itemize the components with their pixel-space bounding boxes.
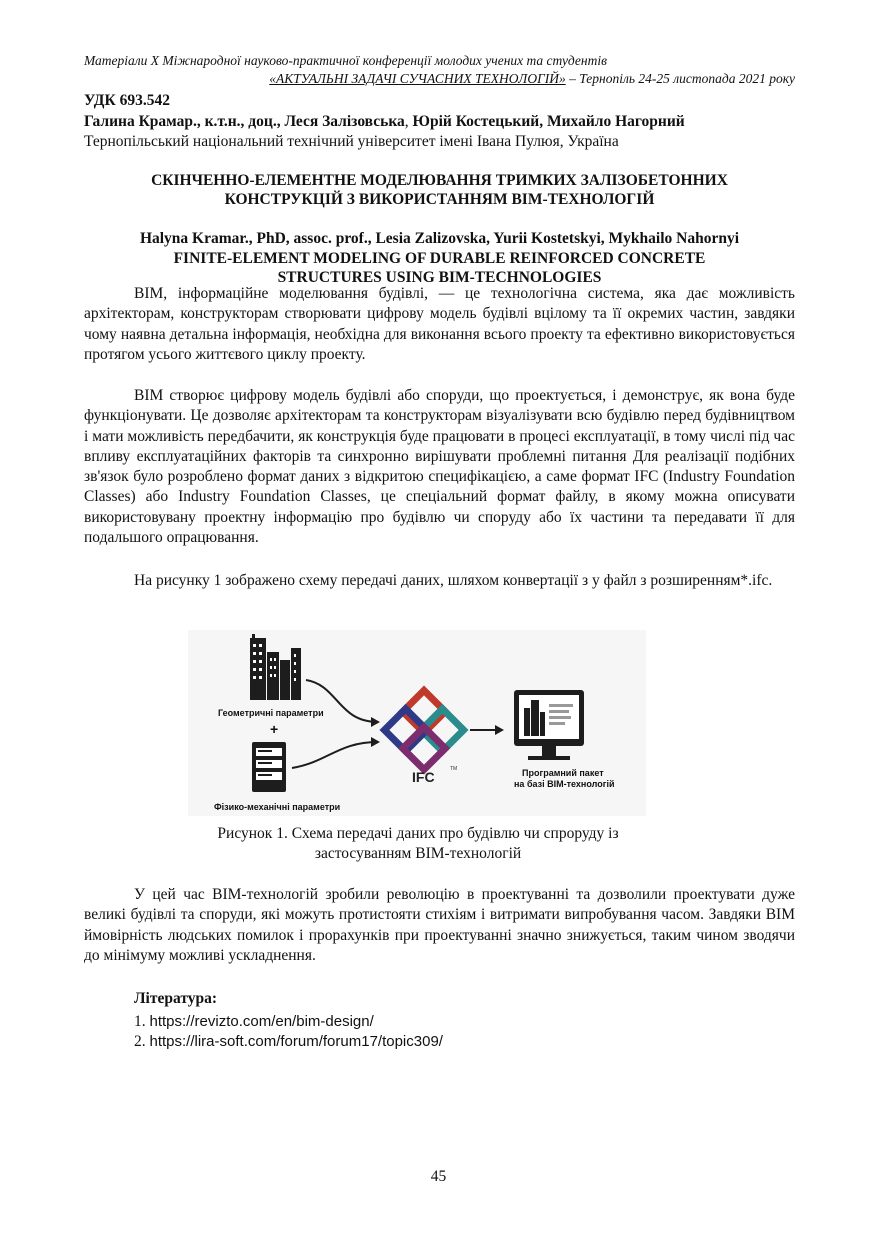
udk-code: УДК 693.542 <box>84 92 170 109</box>
literature-number: 1. <box>134 1013 150 1030</box>
tm-mark: TM <box>450 766 458 772</box>
caption-line2: застосуванням BIM-технологій <box>314 845 522 862</box>
author-sep: , <box>404 113 413 130</box>
plus-sign: + <box>270 721 279 737</box>
conference-date: – Тернопіль 24-25 листопада 2021 року <box>565 71 795 86</box>
author-2: Юрій Костецький <box>412 113 540 130</box>
literature-heading: Література: <box>134 990 218 1007</box>
literature-item <box>134 1013 374 1031</box>
caption-line1: Рисунок 1. Схема передачі даних про будівлю чи спроруду із <box>217 825 619 842</box>
authors-en: Halyna Kramar., PhD, assoc. prof., Lesia Zalizovska, Yurii Kostetskyi, Mykhailo Nahornyi <box>139 230 740 247</box>
body-paragraph-1: BIM, інформаційне моделювання будівлі, — це технологічна система, яка дає можливість архітекторам, конструкторам створювати цифрову модель будівлі вцілому та її окремих частин, завдяки чому наявна детальна інформація, необхідна для виконання всього проекту та ефективно використовується протягом усього життєвого циклу проекту. <box>84 285 795 363</box>
body-paragraph-4: У цей час BIM-технологій зробили революцію в проектуванні та дозволили проектувати дуже великі будівлі та споруди, які можуть протистояти стихіям і витримати випробування часом. Завдяки BIM ймовірність людських помилок і прорахунків при проектуванні значно знижується, таким чином зводячи до мінімуму можливі ускладнення. <box>84 886 795 964</box>
figure-ifc-data-transfer <box>188 630 646 816</box>
label-geometric: Геометричні параметри <box>218 708 324 718</box>
body-paragraph-2: BIM створює цифрову модель будівлі або споруди, що проектується, і демонструє, як вона буде функціонувати. Це дозволяє архітекторам та конструкторам візуалізувати всю будівлю перед будівництвом і мати можливість передбачити, як конструкція буде працювати в процесі експлуатації, в тому числі під час впливу експлуатаційних факторів та синхронно вирішувати проблемні питання Для реалізації подібних зв'язок було розроблено формат даних з відкритою специфікацією, а саме формат IFC (Industry Foundation Classes) або Industry Foundation Classes, це спеціальний формат файлу, в якому можна описувати використовувану проектну інформацію про будівлю чи споруду або їх частини та передавати її для подальшого опрацювання. <box>84 387 795 547</box>
monitor-icon <box>514 690 584 760</box>
paper-title-ua <box>84 171 795 209</box>
label-physical: Фізико-механічні параметри <box>214 802 341 812</box>
title-ua-line1: СКІНЧЕННО-ЕЛЕМЕНТНЕ МОДЕЛЮВАННЯ ТРИМКИХ ЗАЛІЗОБЕТОННИХ <box>151 172 728 189</box>
literature-link[interactable]: https://revizto.com/en/bim-design/ <box>149 1013 374 1030</box>
building-icon <box>250 634 301 700</box>
title-en-line2: STRUCTURES USING BIM-TECHNOLOGIES <box>277 269 602 286</box>
label-software-2: на базі BIM-технологій <box>514 779 615 789</box>
paper-title-en <box>84 249 795 287</box>
author-sep: , <box>539 113 547 130</box>
author-3: Михайло Нагорний <box>546 113 685 130</box>
conference-header-line1: Матеріали X Міжнародної науково-практичної конференції молодих учених та студентів <box>84 53 607 68</box>
ifc-label: IFC <box>412 769 435 785</box>
conference-name: «АКТУАЛЬНІ ЗАДАЧІ СУЧАСНИХ ТЕХНОЛОГІЙ» <box>269 71 566 86</box>
label-software-1: Програмний пакет <box>522 768 604 778</box>
affiliation: Тернопільський національний технічний університет імені Івана Пулюя, Україна <box>84 133 619 150</box>
figure-caption <box>84 824 752 864</box>
literature-item <box>134 1033 443 1051</box>
page-number: 45 <box>430 1168 447 1185</box>
arrow-physical-to-ifc <box>292 742 378 768</box>
server-icon <box>252 742 286 792</box>
title-en-line1: FINITE-ELEMENT MODELING OF DURABLE REINFORCED CONCRETE <box>173 250 706 267</box>
authors-ua <box>84 113 685 131</box>
ifc-logo-icon <box>384 690 463 769</box>
literature-number: 2. <box>134 1033 150 1050</box>
figure-diagram <box>188 630 646 816</box>
conference-header-line2 <box>84 70 795 87</box>
title-ua-line2: КОНСТРУКЦІЙ З ВИКОРИСТАННЯМ BIM-ТЕХНОЛОГІЙ <box>224 191 655 208</box>
literature-link[interactable]: https://lira-soft.com/forum/forum17/topic309/ <box>149 1033 443 1050</box>
body-paragraph-3: На рисунку 1 зображено схему передачі даних, шляхом конвертації з у файл з розширенням*.ifc. <box>134 572 773 589</box>
author-1: Галина Крамар., к.т.н., доц., Леся Залізовська <box>84 113 405 130</box>
